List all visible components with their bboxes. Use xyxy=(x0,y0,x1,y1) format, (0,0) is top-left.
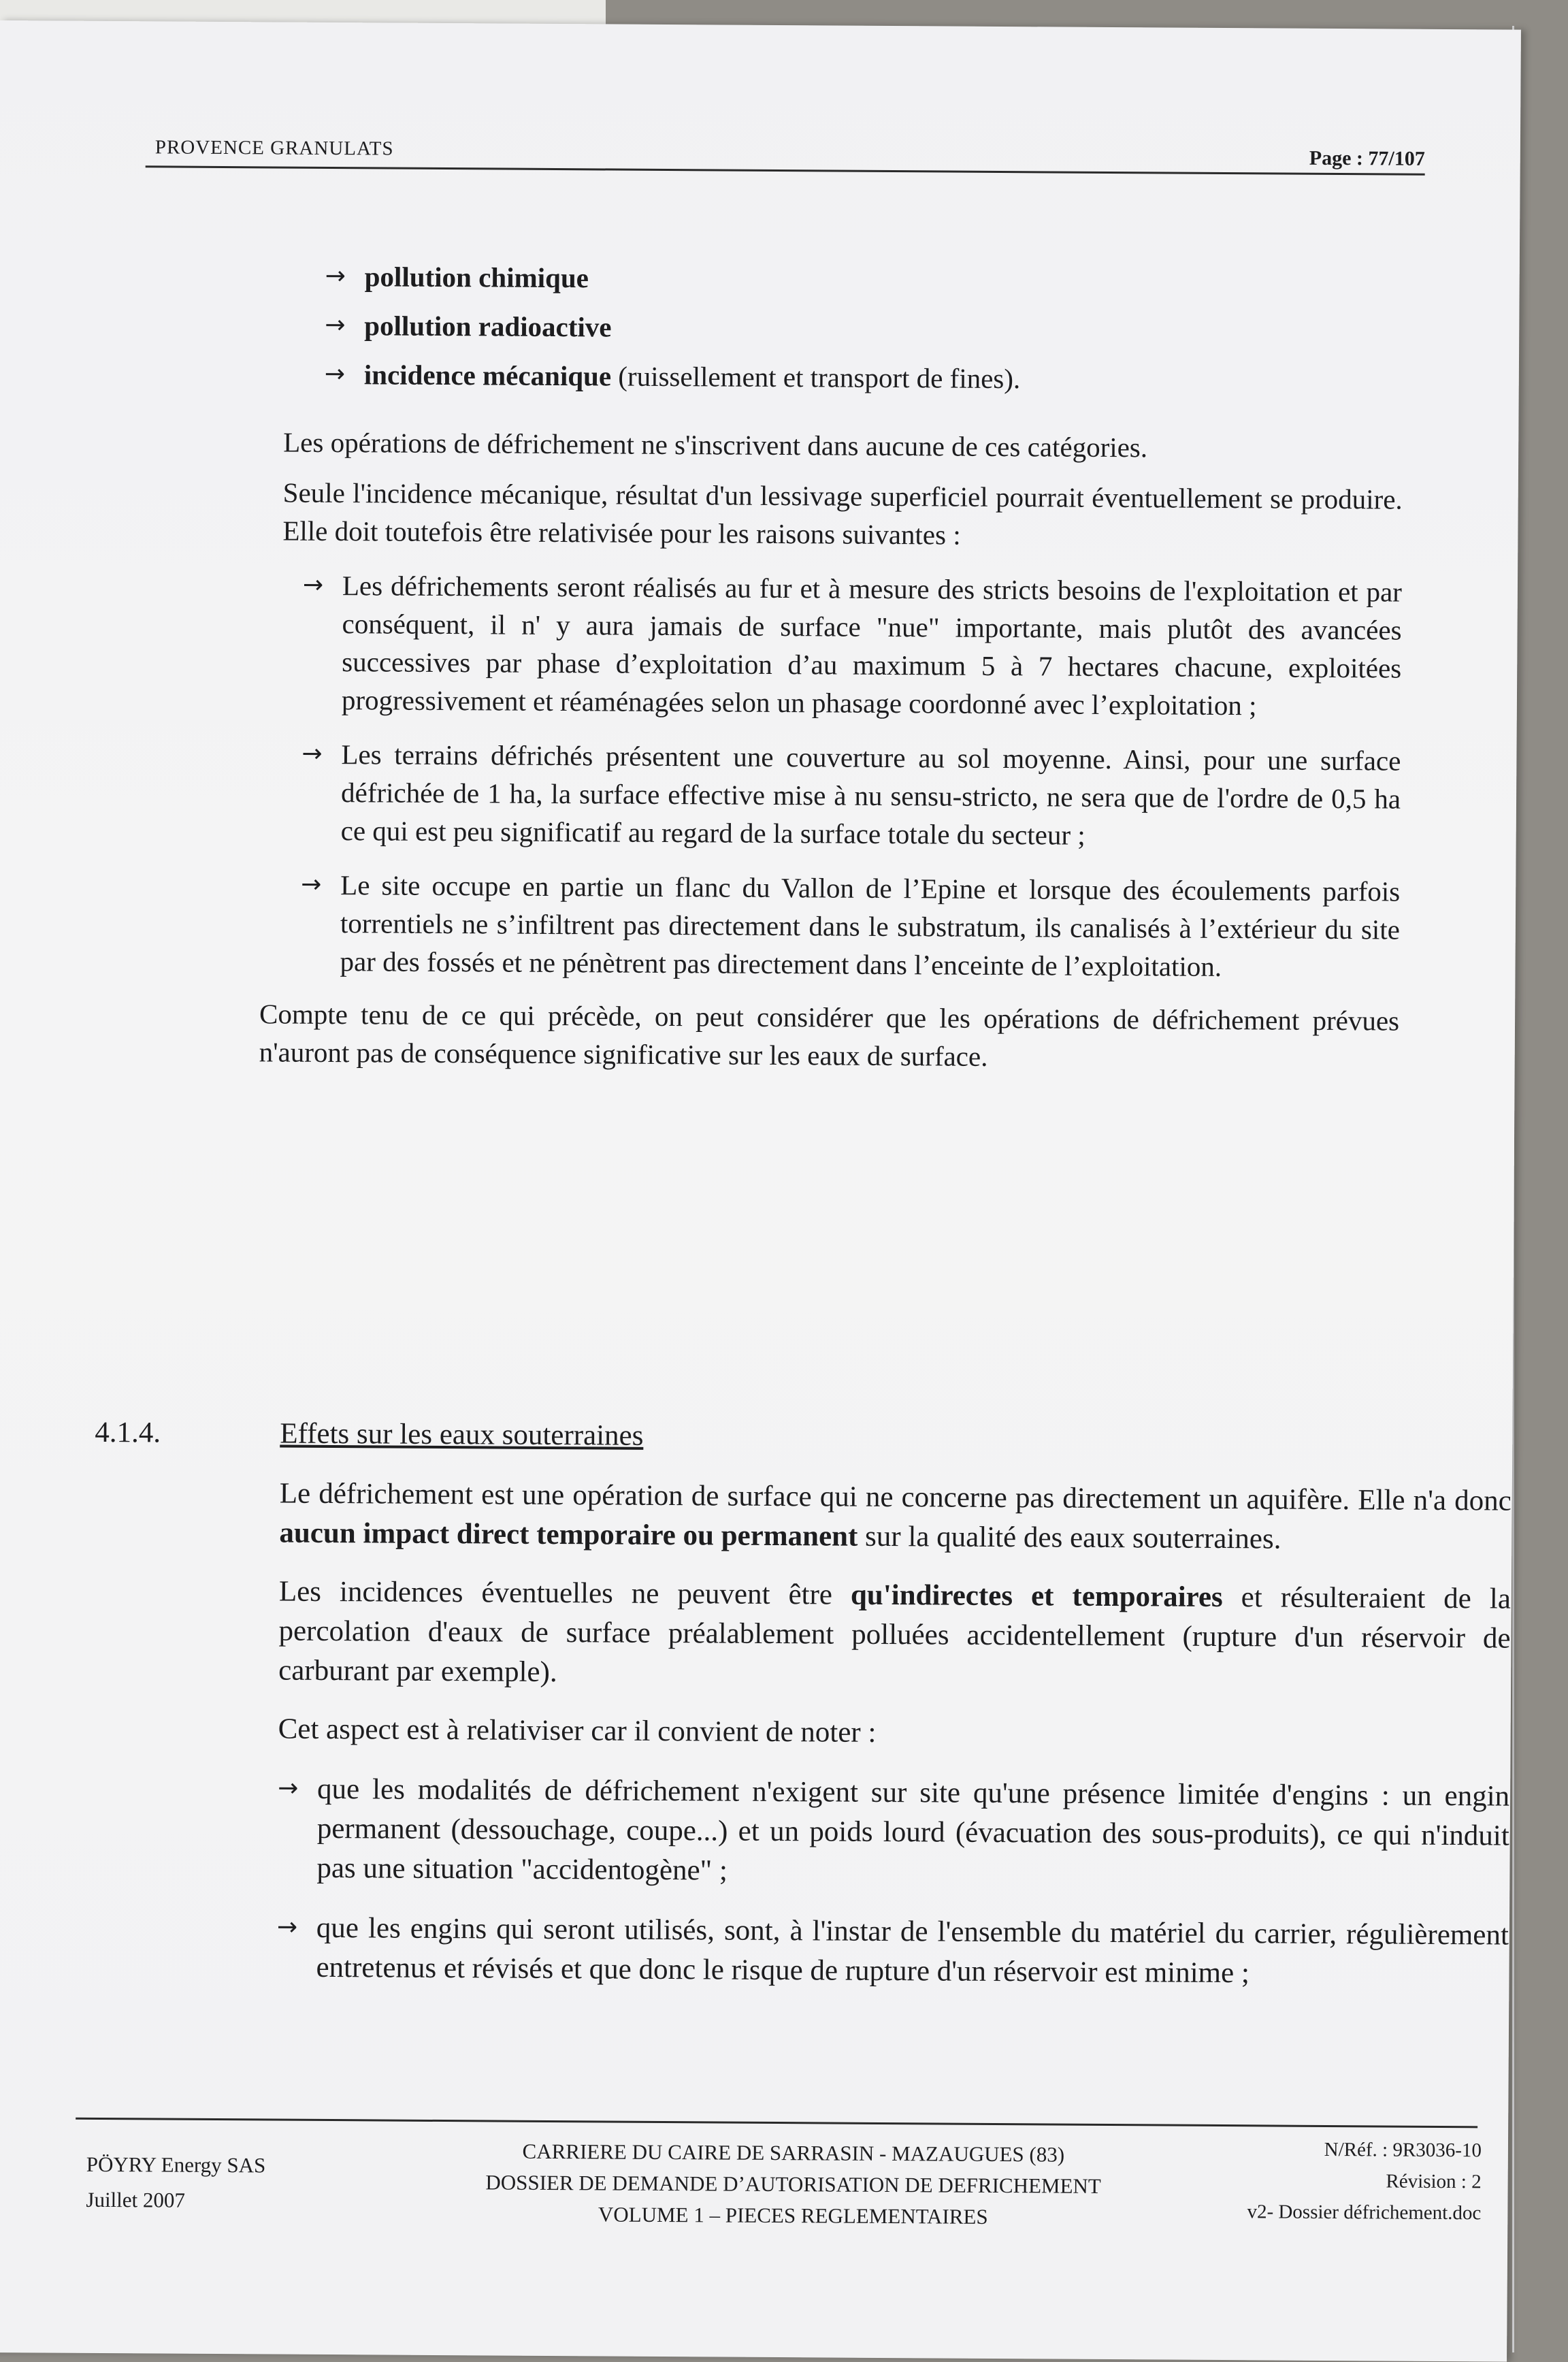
footer-project: CARRIERE DU CAIRE DE SARRASIN - MAZAUGUES (83) xyxy=(443,2135,1144,2171)
paragraph: Les opérations de défrichement ne s'inscrivent dans aucune de ces catégories. xyxy=(283,423,1403,468)
arrow-icon: → xyxy=(325,355,364,393)
list-item xyxy=(277,1770,1509,1896)
footer-right xyxy=(1247,2133,1482,2229)
paragraph xyxy=(278,1572,1511,1698)
page-footer xyxy=(75,2118,1477,2244)
paragraph: Seule l'incidence mécanique, résultat d'un lessivage superficiel pourrait éventuellement se produire. Elle doit toutefois être relativisée pour les raisons suivantes : xyxy=(282,474,1403,557)
arrow-icon: → xyxy=(301,866,340,904)
footer-dossier: DOSSIER DE DEMANDE D’AUTORISATION DE DEFRICHEMENT xyxy=(442,2167,1143,2202)
bullet-bold: incidence mécanique xyxy=(364,359,612,391)
page-number: Page : 77/107 xyxy=(1309,147,1425,171)
arrow-icon: → xyxy=(325,306,364,344)
list-item xyxy=(284,257,1404,302)
footer-date: Juillet 2007 xyxy=(86,2182,265,2219)
footer-filename: v2- Dossier défrichement.doc xyxy=(1247,2196,1481,2229)
text-run: Les incidences éventuelles ne peuvent être xyxy=(279,1576,851,1611)
page-header xyxy=(146,116,1425,175)
bullet-bold: pollution radioactive xyxy=(364,310,612,342)
document-page xyxy=(0,20,1521,2362)
text-run: sur la qualité des eaux souterraines. xyxy=(858,1521,1281,1555)
paragraph xyxy=(279,1474,1512,1561)
footer-volume: VOLUME 1 – PIECES REGLEMENTAIRES xyxy=(442,2198,1143,2233)
footer-left xyxy=(86,2147,265,2219)
bullet-text: Le site occupe en partie un flanc du Vallon de l’Epine et lorsque des écoulements parfois torrentiels ne s’infiltrent pas directement dans le substratum, ils canalisés à l’extérieur du site par des fossés et ne pénètrent pas directement dans l’enceinte de l’exploitation. xyxy=(340,866,1400,987)
bullet-text: Les terrains défrichés présentent une couverture au sol moyenne. Ainsi, pour une surface défrichée de 1 ha, la surface effective mise à nu sensu-stricto, ne sera que de l'ordre de 0,5 ha ce qui est peu significatif au regard de la surface totale du secteur ; xyxy=(341,735,1401,856)
text-run-bold: qu'indirectes et temporaires xyxy=(851,1579,1223,1613)
arrow-icon: → xyxy=(301,735,341,773)
list-item xyxy=(300,866,1400,987)
list-item xyxy=(276,1909,1509,1995)
text-run-bold: aucun impact direct temporaire ou permanent xyxy=(279,1517,858,1553)
text-run: et résulteraient de la percolation d'eaux de surface préalablement polluées accidentellement (rupture d'un réservoir de carburant par exemple). xyxy=(278,1581,1511,1688)
text-run: Le défrichement est une opération de surface qui ne concerne pas directement un aquifère. Elle n'a donc xyxy=(280,1478,1512,1517)
bullet-text: (ruissellement et transport de fines). xyxy=(611,360,1020,394)
arrow-icon: → xyxy=(277,1909,316,1947)
list-item xyxy=(284,355,1403,400)
arrow-icon: → xyxy=(303,566,342,604)
list-item xyxy=(301,735,1401,856)
list-item xyxy=(284,306,1403,351)
list-item xyxy=(302,566,1402,726)
company-name: PROVENCE GRANULATS xyxy=(155,136,394,160)
section-title: Effets sur les eaux souterraines xyxy=(280,1414,643,1456)
arrow-icon: → xyxy=(278,1770,317,1808)
bullet-text: Les défrichements seront réalisés au fur et à mesure des stricts besoins de l'exploitation et par conséquent, il n' y aura jamais de surface "nue" importante, mais plutôt des avancées successives par phase d’exploitation d’au maximum 5 à 7 hectares chacune, exploitées progressivement et réaménagées selon un phasage coordonné avec l’exploitation ; xyxy=(342,566,1402,726)
section-body xyxy=(276,1474,1512,2010)
section-4-1-4 xyxy=(95,1413,1402,1421)
paragraph: Cet aspect est à relativiser car il convient de noter : xyxy=(278,1710,1509,1757)
section-number: 4.1.4. xyxy=(95,1413,161,1453)
footer-company: PÖYRY Energy SAS xyxy=(86,2147,266,2184)
footer-revision: Révision : 2 xyxy=(1247,2165,1482,2197)
bullet-text: que les modalités de défrichement n'exigent sur site qu'une présence limitée d'engins : un engin permanent (dessouchage, coupe...) et un poids lourd (évacuation des sous-produits), ce qui n'induit pas une situation "accidentogène" ; xyxy=(316,1770,1509,1896)
body-content xyxy=(279,257,1403,1090)
bullet-text: que les engins qui seront utilisés, sont, à l'instar de l'ensemble du matériel du carrier, régulièrement entretenus et révisés et que donc le risque de rupture d'un réservoir est minime ; xyxy=(316,1909,1509,1995)
footer-center xyxy=(442,2135,1144,2233)
bullet-bold: pollution chimique xyxy=(365,261,589,293)
arrow-icon: → xyxy=(325,257,365,295)
footer-reference: N/Réf. : 9R3036-10 xyxy=(1247,2133,1482,2166)
paragraph: Compte tenu de ce qui précède, on peut considérer que les opérations de défrichement prévues n'auront pas de conséquence significative sur les eaux de surface. xyxy=(259,994,1400,1078)
